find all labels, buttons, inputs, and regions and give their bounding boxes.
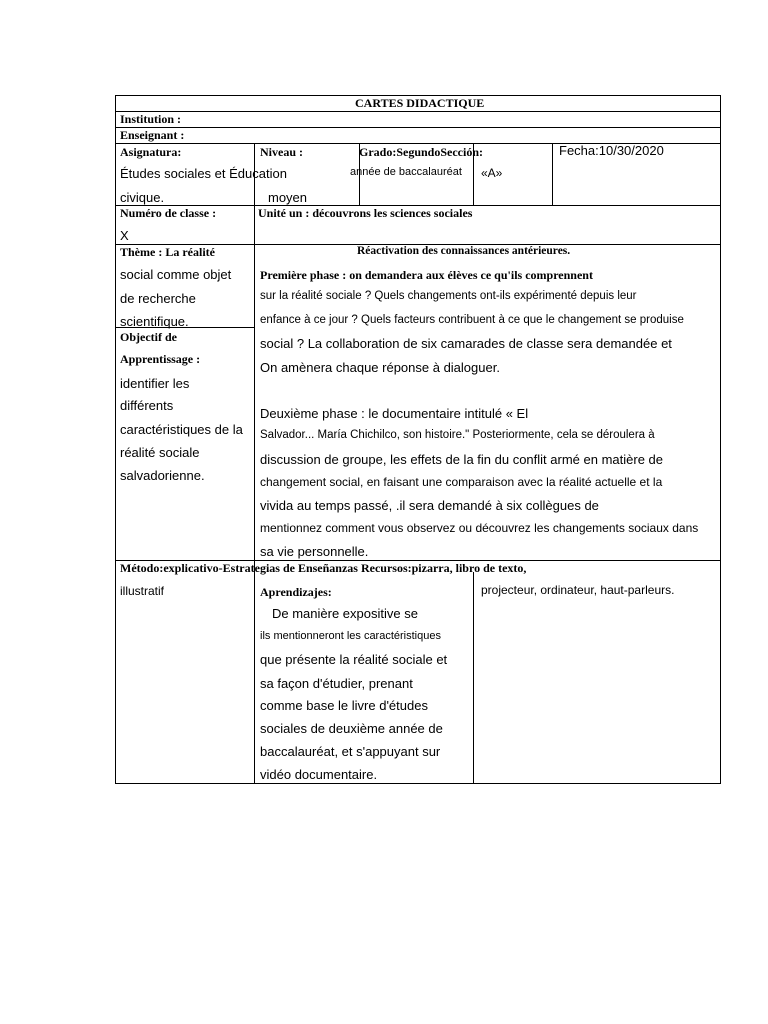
aprendizajes-line: baccalauréat, et s'appuyant sur (260, 744, 441, 759)
objectif-line: salvadorienne. (120, 468, 205, 483)
phase1-line: On amènera chaque réponse à dialoguer. (260, 360, 500, 375)
phase1-line: sur la réalité sociale ? Quels changements ont-ils expérimenté depuis leur (260, 290, 637, 302)
theme-line: social comme objet (120, 267, 232, 282)
methodo-line: illustratif (120, 584, 165, 598)
theme-line: de recherche (120, 291, 196, 306)
phase1-title: Première phase : on demandera aux élèves ce qu'ils comprennent (260, 268, 593, 282)
institution-label: Institution : (120, 112, 182, 126)
col-border (720, 95, 721, 784)
objectif-line: réalité sociale (120, 445, 200, 460)
numero-label: Numéro de classe : (120, 206, 217, 220)
aprendizajes-line: comme base le livre d'études (260, 698, 428, 713)
aprendizajes-line: vidéo documentaire. (260, 767, 378, 782)
phase1-line: social ? La collaboration de six camarades de classe sera demandée et (260, 336, 672, 351)
asignatura-line: moyen (268, 190, 308, 205)
asignatura-line: Études sociales et Éducation (120, 166, 287, 181)
objectif-label: Apprentissage : (120, 352, 201, 366)
grado-value: année de baccalauréat (350, 166, 462, 178)
theme-line: scientifique. (120, 314, 189, 329)
phase2-line: Deuxième phase : le documentaire intitulé « El (260, 406, 529, 421)
row-border (115, 783, 721, 784)
phase2-line: Salvador... María Chichilco, son histoire." Posteriormente, cela se déroulera à (260, 429, 655, 441)
recursos-line: projecteur, ordinateur, haut-parleurs. (481, 583, 675, 597)
asignatura-label: Asignatura: (120, 145, 182, 159)
phase1-line: enfance à ce jour ? Quels facteurs contribuent à ce que le changement se produise (260, 314, 684, 326)
col-border (552, 143, 553, 205)
col-border (115, 95, 116, 784)
numero-value: X (120, 228, 129, 243)
aprendizajes-line: ils mentionneront les caractéristiques (260, 630, 441, 642)
phase2-line: discussion de groupe, les effets de la fin du conflit armé en matière de (260, 452, 663, 467)
aprendizajes-line: De manière expositive se (272, 606, 418, 621)
aprendizajes-line: que présente la réalité sociale et (260, 652, 448, 667)
phase2-line: sa vie personnelle. (260, 544, 369, 559)
phase2-line: changement social, en faisant une comparaison avec la réalité actuelle et la (260, 475, 663, 489)
aprendizajes-line: sa façon d'étudier, prenant (260, 676, 413, 691)
grado-label: Grado:SegundoSección: (359, 145, 484, 159)
activity-heading: Réactivation des connaissances antérieures. (357, 245, 571, 257)
col-border (473, 572, 474, 784)
row-border (115, 111, 721, 112)
aprendizajes-line: sociales de deuxième année de (260, 721, 443, 736)
theme-label: Thème : La réalité (120, 245, 215, 259)
niveau-label: Niveau : (260, 145, 303, 159)
fecha: Fecha:10/30/2020 (559, 143, 664, 158)
row-border (115, 127, 721, 128)
methodo-header: Método:explicativo-Estrategias de Enseñanzas Recursos:pizarra, libro de texto, (120, 561, 527, 575)
phase2-line: mentionnez comment vous observez ou découvrez les changements sociaux dans (260, 521, 699, 535)
objectif-line: caractéristiques de la (120, 422, 243, 437)
objectif-label: Objectif de (120, 330, 177, 344)
unite-title: Unité un : découvrons les sciences sociales (258, 206, 473, 220)
col-border (254, 143, 255, 784)
objectif-line: différents (120, 398, 174, 413)
seccion-value: «A» (481, 166, 503, 180)
objectif-line: identifier les (120, 376, 190, 391)
phase2-line: vivida au temps passé, .il sera demandé à six collègues de (260, 498, 599, 513)
aprendizajes-label: Aprendizajes: (260, 585, 332, 599)
asignatura-line: civique. (120, 190, 165, 205)
enseignant-label: Enseignant : (120, 128, 185, 142)
document-title: CARTES DIDACTIQUE (355, 96, 485, 110)
